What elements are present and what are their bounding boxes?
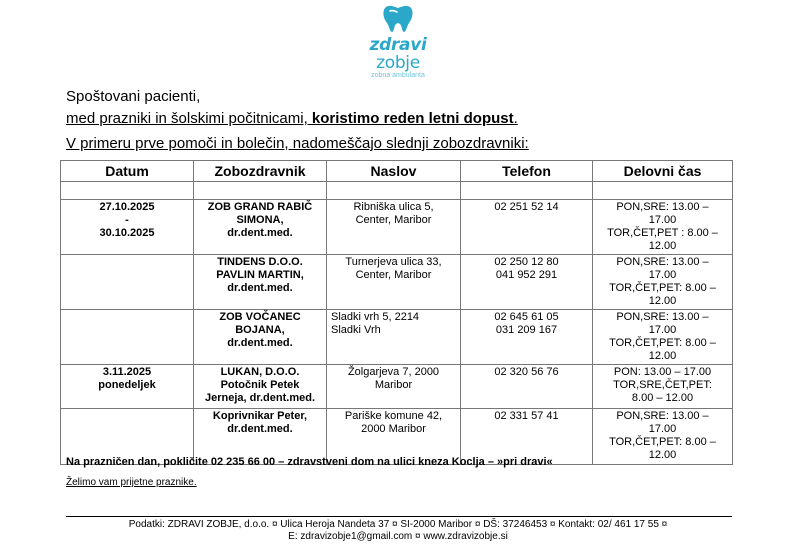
- cell-telefon: 02 250 12 80 041 952 291: [461, 255, 593, 310]
- table-row: [61, 255, 733, 310]
- cell-delovni-cas: PON,SRE: 13.00 – 17.00 TOR,ČET,PET: 8.00 – 12.00: [593, 255, 733, 310]
- greeting: Spoštovani pacienti,: [66, 88, 201, 105]
- table-row: [61, 365, 733, 409]
- cell-zobozdravnik: LUKAN, D.O.O. Potočnik Petek Jerneja, dr.dent.med.: [194, 365, 327, 409]
- table-blank-row: [61, 182, 733, 200]
- cell-delovni-cas: PON: 13.00 – 17.00 TOR,SRE,ČET,PET: 8.00 – 12.00: [593, 365, 733, 409]
- cell-telefon: 02 645 61 05 031 209 167: [461, 310, 593, 365]
- logo-name-part1: zdravi: [369, 35, 427, 55]
- footer-line-2: E: zdravizobje1@gmail.com ¤ www.zdravizobje.si: [288, 531, 508, 542]
- cell-zobozdravnik: Koprivnikar Peter, dr.dent.med.: [194, 409, 327, 465]
- tooth-icon: [381, 4, 415, 34]
- cell-datum: [61, 255, 194, 310]
- cell-naslov: Ribniška ulica 5, Center, Maribor: [327, 200, 461, 255]
- logo: [346, 4, 450, 79]
- cell-delovni-cas: PON,SRE: 13.00 – 17.00 TOR,ČET,PET: 8.00 – 12.00: [593, 409, 733, 465]
- cell-datum: [61, 310, 194, 365]
- header-telefon: Telefon: [461, 161, 593, 182]
- logo-name-part2: zobje: [376, 53, 420, 73]
- header-datum: Datum: [61, 161, 194, 182]
- cell-datum: 27.10.2025 - 30.10.2025: [61, 200, 194, 255]
- cell-telefon: 02 331 57 41: [461, 409, 593, 465]
- cell-delovni-cas: PON,SRE: 13.00 – 17.00 TOR,ČET,PET: 8.00 – 12.00: [593, 310, 733, 365]
- dentist-table: [60, 160, 733, 465]
- cell-zobozdravnik: TINDENS D.O.O. PAVLIN MARTIN, dr.dent.med.: [194, 255, 327, 310]
- header-naslov: Naslov: [327, 161, 461, 182]
- cell-naslov: Sladki vrh 5, 2214 Sladki Vrh: [327, 310, 461, 365]
- logo-name: [346, 36, 450, 72]
- cell-zobozdravnik: ZOB GRAND RABIČ SIMONA, dr.dent.med.: [194, 200, 327, 255]
- intro-line-3: V primeru prve pomoči in bolečin, nadomeščajo slednji zobozdravniki:: [66, 135, 529, 152]
- logo-tagline: zobna ambulanta: [371, 72, 425, 79]
- cell-delovni-cas: PON,SRE: 13.00 – 17.00 TOR,ČET,PET : 8.00 – 12.00: [593, 200, 733, 255]
- footer-divider: [66, 516, 732, 517]
- intro-line-2-suffix: .: [513, 110, 518, 127]
- cell-naslov: Žolgarjeva 7, 2000 Maribor: [327, 365, 461, 409]
- table-row: [61, 310, 733, 365]
- cell-telefon: 02 251 52 14: [461, 200, 593, 255]
- wish-text: Želimo vam prijetne praznike.: [66, 477, 197, 488]
- intro-line-2-bold: koristimo reden letni dopust: [311, 110, 514, 127]
- cell-telefon: 02 320 56 76: [461, 365, 593, 409]
- cell-zobozdravnik: ZOB VOČANEC BOJANA, dr.dent.med.: [194, 310, 327, 365]
- holiday-note: Na prazničen dan, pokličite 02 235 66 00 – zdravstveni dom na ulici kneza Koclja – »pri dravi«: [66, 456, 553, 468]
- footer-line-1: Podatki: ZDRAVI ZOBJE, d.o.o. ¤ Ulica Heroja Nandeta 37 ¤ SI-2000 Maribor ¤ DŠ: 37246453 ¤ Kontakt: 02/ 461 17 55 ¤: [128, 519, 668, 530]
- header-delovni-cas: Delovni čas: [593, 161, 733, 182]
- intro-line-2-prefix: med prazniki in šolskimi počitnicami,: [66, 110, 312, 127]
- cell-naslov: Turnerjeva ulica 33, Center, Maribor: [327, 255, 461, 310]
- table-header-row: [61, 161, 733, 182]
- cell-naslov: Pariške komune 42, 2000 Maribor: [327, 409, 461, 465]
- table-row: [61, 200, 733, 255]
- intro-line-2: [66, 110, 518, 128]
- header-zobozdravnik: Zobozdravnik: [194, 161, 327, 182]
- cell-datum: 3.11.2025 ponedeljek: [61, 365, 194, 409]
